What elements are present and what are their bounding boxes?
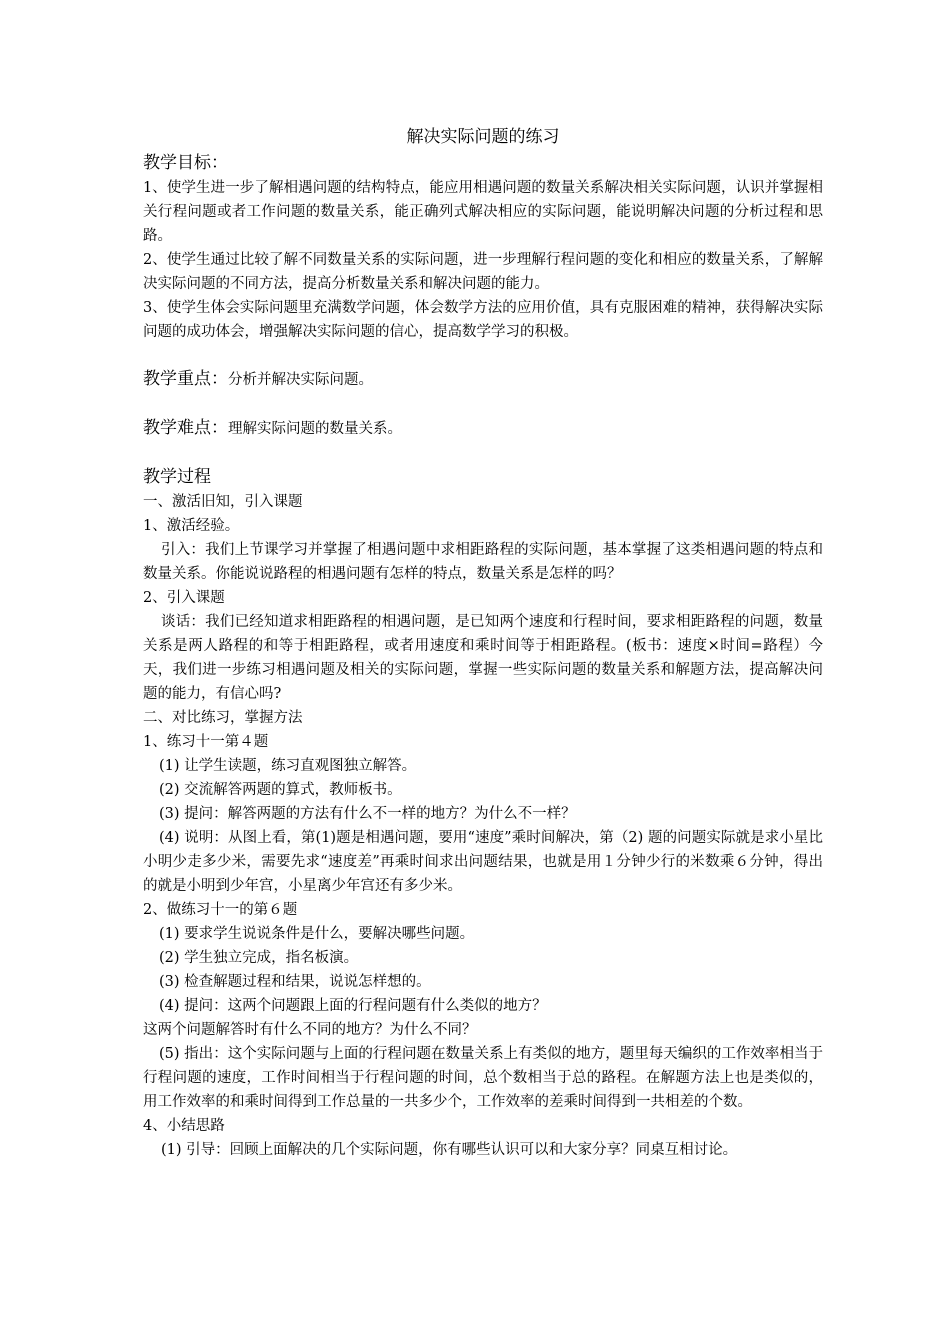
s2-item2-followup: 这两个问题解答时有什么不同的地方？为什么不同？ xyxy=(143,1022,477,1038)
document-title: 解决实际问题的练习 xyxy=(406,127,560,147)
s2-item1-step4: (4) 说明：从图上看，第(1)题是相遇问题，要用“速度”乘时间解决，第（2) 题的问题实际就是求小星比小明少走多少米，需要先求“速度差”再乘时间求出问题结果，也就是用１分钟少行的米数乘６分钟，得出的就是小明到少年宫，小星离少年宫还有多少米。 xyxy=(143,830,823,894)
s2-item1-step2: (2) 交流解答两题的算式，教师板书。 xyxy=(159,782,402,798)
s2-item2-step3: (3) 检查解题过程和结果，说说怎样想的。 xyxy=(159,974,431,990)
objective-3: 3、使学生体会实际问题里充满数学问题，体会数学方法的应用价值，具有克服困难的精神，获得解决实际问题的成功体会，增强解决实际问题的信心，提高数学学习的积极。 xyxy=(143,300,823,340)
document-body xyxy=(143,124,823,1162)
s2-item2-step2: (2) 学生独立完成，指名板演。 xyxy=(159,950,359,966)
key-point-text: 分析并解决实际问题。 xyxy=(228,372,373,388)
s2-item4: 4、小结思路 xyxy=(143,1118,225,1134)
process-heading: 教学过程 xyxy=(143,467,211,487)
s1-item1-body: 引入：我们上节课学习并掌握了相遇问题中求相距路程的实际问题，基本掌握了这类相遇问题的特点和数量关系。你能说说路程的相遇问题有怎样的特点，数量关系是怎样的吗？ xyxy=(143,542,823,582)
s2-item4-step1: (1) 引导：回顾上面解决的几个实际问题，你有哪些认识可以和大家分享？同桌互相讨论。 xyxy=(161,1142,738,1158)
section2-heading: 二、对比练习，掌握方法 xyxy=(143,710,303,726)
s2-item2-step1: (1) 要求学生说说条件是什么，要解决哪些问题。 xyxy=(159,926,475,942)
key-point xyxy=(143,366,823,393)
s2-item2-step5: (5) 指出：这个实际问题与上面的行程问题在数量关系上有类似的地方，题里每天编织的工作效率相当于行程问题的速度，工作时间相当于行程问题的时间，总个数相当于总的路程。在解题方法上也是类似的，用工作效率的和乘时间得到工作总量的一共多少个，工作效率的差乘时间得到一共相差的个数。 xyxy=(143,1046,823,1110)
s2-item1-step1: (1) 让学生读题，练习直观图独立解答。 xyxy=(159,758,417,774)
key-point-label: 教学重点： xyxy=(143,369,228,389)
s1-item2-body: 谈话：我们已经知道求相距路程的相遇问题，是已知两个速度和行程时间，要求相距路程的问题，数量关系是两人路程的和等于相距路程，或者用速度和乘时间等于相距路程。(板书：速度×时间=路程）今天，我们进一步练习相遇问题及相关的实际问题，掌握一些实际问题的数量关系和解题方法，提高解决问题的能力，有信心吗? xyxy=(143,614,823,702)
s2-item2: 2、做练习十一的第６题 xyxy=(143,902,298,918)
s1-item2: 2、引入课题 xyxy=(143,590,225,606)
s2-item1-step3: (3) 提问：解答两题的方法有什么不一样的地方？为什么不一样？ xyxy=(159,806,576,822)
objective-2: 2、使学生通过比较了解不同数量关系的实际问题，进一步理解行程问题的变化和相应的数量关系，了解解决实际问题的不同方法，提高分析数量关系和解决问题的能力。 xyxy=(143,252,823,292)
difficulty-label: 教学难点： xyxy=(143,418,228,438)
difficulty xyxy=(143,415,823,442)
objectives-heading: 教学目标： xyxy=(143,153,228,173)
objective-1: 1、使学生进一步了解相遇问题的结构特点，能应用相遇问题的数量关系解决相关实际问题，认识并掌握相关行程问题或者工作问题的数量关系，能正确列式解决相应的实际问题，能说明解决问题的分析过程和思路。 xyxy=(143,180,823,244)
difficulty-text: 理解实际问题的数量关系。 xyxy=(228,421,402,437)
s2-item1: 1、练习十一第４题 xyxy=(143,734,269,750)
section1-heading: 一、激活旧知，引入课题 xyxy=(143,494,303,510)
s1-item1: 1、激活经验。 xyxy=(143,518,240,534)
s2-item2-step4: (4) 提问：这两个问题跟上面的行程问题有什么类似的地方？ xyxy=(159,998,547,1014)
